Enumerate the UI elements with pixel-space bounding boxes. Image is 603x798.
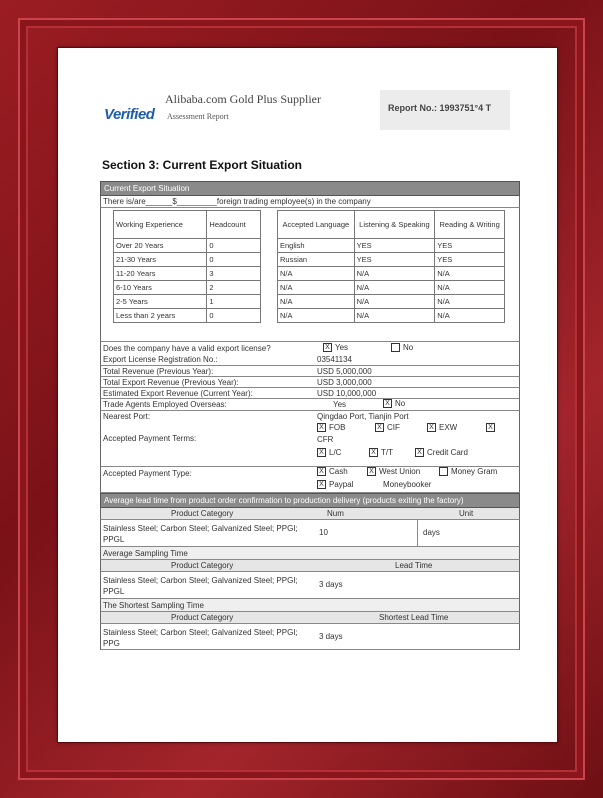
unit-cell: days: [423, 528, 440, 537]
lang-cell: N/A: [278, 267, 355, 281]
lang-cell: Russian: [278, 253, 355, 267]
checkbox: X: [427, 423, 436, 432]
lang-cell: YES: [354, 253, 435, 267]
checkbox: X: [367, 467, 376, 476]
revenue-label: Total Export Revenue (Previous Year):: [103, 378, 239, 387]
port-label: Nearest Port:: [103, 412, 151, 421]
current-export-bar: Current Export Situation: [100, 181, 520, 196]
report-number: Report No.: 1993751°4 T: [388, 103, 492, 113]
agents-yes-label: Yes: [333, 400, 347, 409]
exp-cell: 2: [207, 281, 261, 295]
document-header: [58, 48, 557, 158]
payment-type-label: Accepted Payment Type:: [103, 469, 192, 478]
checkbox: [439, 467, 448, 476]
col-header: Product Category: [171, 561, 234, 570]
exp-cell: 3: [207, 267, 261, 281]
revenue-value: USD 3,000,000: [317, 378, 372, 387]
sampling-title: Average Sampling Time: [103, 549, 188, 558]
verified-logo: Verified: [104, 106, 155, 123]
term-option: [427, 423, 457, 432]
revenue-row: [100, 388, 520, 399]
exp-header: Headcount: [207, 211, 261, 239]
checkbox: X: [369, 448, 378, 457]
agents-no-option: [383, 399, 405, 408]
type-label: L/C: [329, 448, 342, 457]
license-no-label: No: [403, 343, 414, 352]
col-header: Num: [327, 509, 344, 518]
lang-cell: YES: [354, 239, 435, 253]
term-label: CIF: [387, 423, 400, 432]
checkbox: X: [317, 423, 326, 432]
exp-cell: 11-20 Years: [114, 267, 207, 281]
license-reg-value: 03541134: [317, 355, 352, 364]
revenue-row: [100, 366, 520, 377]
brand-title: Alibaba.com Gold Plus Supplier: [165, 92, 321, 106]
checkbox: X: [486, 423, 495, 432]
agents-no-label: No: [395, 399, 406, 408]
exp-cell: 0: [207, 309, 261, 323]
port-value: Qingdao Port, Tianjin Port: [317, 412, 409, 421]
lang-header: Reading & Writing: [435, 211, 505, 239]
product-cell: Stainless Steel; Carbon Steel; Galvanized Steel; PPGI; PPG: [103, 628, 298, 648]
checkbox: X: [317, 467, 326, 476]
type-option: [317, 467, 348, 476]
lead-cell: 3 days: [319, 580, 343, 589]
type-label: Credit Card: [427, 448, 468, 457]
shortest-bar: [100, 599, 520, 612]
lang-cell: N/A: [278, 309, 355, 323]
revenue-label: Total Revenue (Previous Year):: [103, 367, 214, 376]
lead-time-bar: Average lead time from product order confirmation to production delivery (products exiting the factory): [100, 493, 520, 508]
agents-label: Trade Agents Employed Overseas:: [103, 400, 227, 409]
type-option: [317, 480, 353, 489]
employees-text: There is/are______$_________foreign trading employee(s) in the company: [103, 197, 371, 206]
employees-line: [100, 196, 520, 208]
exp-cell: 6-10 Years: [114, 281, 207, 295]
type-option: [369, 448, 393, 457]
license-block: [100, 342, 520, 366]
lang-cell: N/A: [278, 295, 355, 309]
checkbox-yes: X: [323, 343, 332, 352]
exp-cell: 0: [207, 239, 261, 253]
col-header: Shortest Lead Time: [379, 613, 449, 622]
term-label: CFR: [317, 435, 334, 444]
col-header: Lead Time: [395, 561, 433, 570]
agents-row: [100, 399, 520, 411]
revenue-row: [100, 377, 520, 388]
product-cell: Stainless Steel; Carbon Steel; Galvanized Steel; PPGI; PPGL: [103, 524, 298, 544]
report-subtitle: Assessment Report: [167, 112, 229, 121]
lang-cell: English: [278, 239, 355, 253]
type-option: [439, 467, 497, 476]
exp-cell: 21-30 Years: [114, 253, 207, 267]
lang-cell: N/A: [354, 267, 435, 281]
exp-header: Working Experience: [114, 211, 207, 239]
term-label: FOB: [329, 423, 346, 432]
lang-cell: N/A: [435, 309, 505, 323]
sampling-bar: [100, 547, 520, 560]
exp-cell: Over 20 Years: [114, 239, 207, 253]
exp-cell: 1: [207, 295, 261, 309]
checkbox: X: [415, 448, 424, 457]
num-cell: 10: [319, 528, 328, 537]
col-header: Unit: [459, 509, 474, 518]
lang-cell: N/A: [278, 281, 355, 295]
lang-cell: N/A: [435, 295, 505, 309]
exp-cell: 0: [207, 253, 261, 267]
type-label: Paypal: [329, 480, 354, 489]
col-header: Product Category: [171, 613, 234, 622]
checkbox: X: [317, 448, 326, 457]
experience-language-block: [100, 208, 520, 342]
shortest-row: [100, 624, 520, 650]
report-number-box: [380, 90, 510, 130]
type-label: Moneybooker: [383, 480, 432, 489]
sampling-row: [100, 572, 520, 599]
shortest-title: The Shortest Sampling Time: [103, 601, 204, 610]
language-table: [277, 210, 505, 323]
checkbox: X: [375, 423, 384, 432]
license-no-option: [391, 343, 413, 352]
payment-type-block: [100, 467, 520, 493]
shortest-header: [100, 612, 520, 624]
checkbox-no: X: [383, 399, 392, 408]
lang-cell: YES: [435, 253, 505, 267]
lang-header: Accepted Language: [278, 211, 355, 239]
divider: [417, 520, 418, 547]
type-option: [317, 448, 341, 457]
col-header: Product Category: [171, 509, 234, 518]
type-option: [367, 467, 420, 476]
revenue-value: USD 5,000,000: [317, 367, 372, 376]
certificate-document: [58, 48, 557, 742]
type-label: T/T: [381, 448, 393, 457]
lang-cell: N/A: [354, 281, 435, 295]
term-option: [375, 423, 400, 432]
exp-cell: Less than 2 years: [114, 309, 207, 323]
lang-cell: N/A: [435, 281, 505, 295]
term-label: EXW: [439, 423, 458, 432]
checkbox-no: [391, 343, 400, 352]
lead-time-row: [100, 520, 520, 547]
revenue-label: Estimated Export Revenue (Current Year):: [103, 389, 253, 398]
lang-cell: YES: [435, 239, 505, 253]
type-option: [415, 448, 468, 457]
experience-table: [113, 210, 261, 323]
exp-cell: 2-5 Years: [114, 295, 207, 309]
lang-header: Listening & Speaking: [354, 211, 435, 239]
product-cell: Stainless Steel; Carbon Steel; Galvanized Steel; PPGI; PPGL: [103, 576, 298, 596]
type-label: Cash: [329, 467, 348, 476]
revenue-value: USD 10,000,000: [317, 389, 377, 398]
license-question: Does the company have a valid export license?: [103, 344, 271, 353]
type-label: Money Gram: [451, 467, 498, 476]
lang-cell: N/A: [354, 295, 435, 309]
port-payment-block: [100, 411, 520, 467]
term-option: [317, 423, 345, 432]
lead-time-header: [100, 508, 520, 520]
sampling-header: [100, 560, 520, 572]
lang-cell: N/A: [354, 309, 435, 323]
lang-cell: N/A: [435, 267, 505, 281]
term-checkbox: [486, 423, 498, 432]
license-yes-option: [323, 343, 348, 352]
lead-cell: 3 days: [319, 632, 343, 641]
payment-terms-label: Accepted Payment Terms:: [103, 434, 197, 443]
checkbox: X: [317, 480, 326, 489]
license-reg-label: Export License Registration No.:: [103, 355, 218, 364]
export-form: [100, 181, 520, 650]
section-title: Section 3: Current Export Situation: [102, 158, 303, 172]
type-label: West Union: [379, 467, 421, 476]
license-yes-label: Yes: [335, 343, 349, 352]
